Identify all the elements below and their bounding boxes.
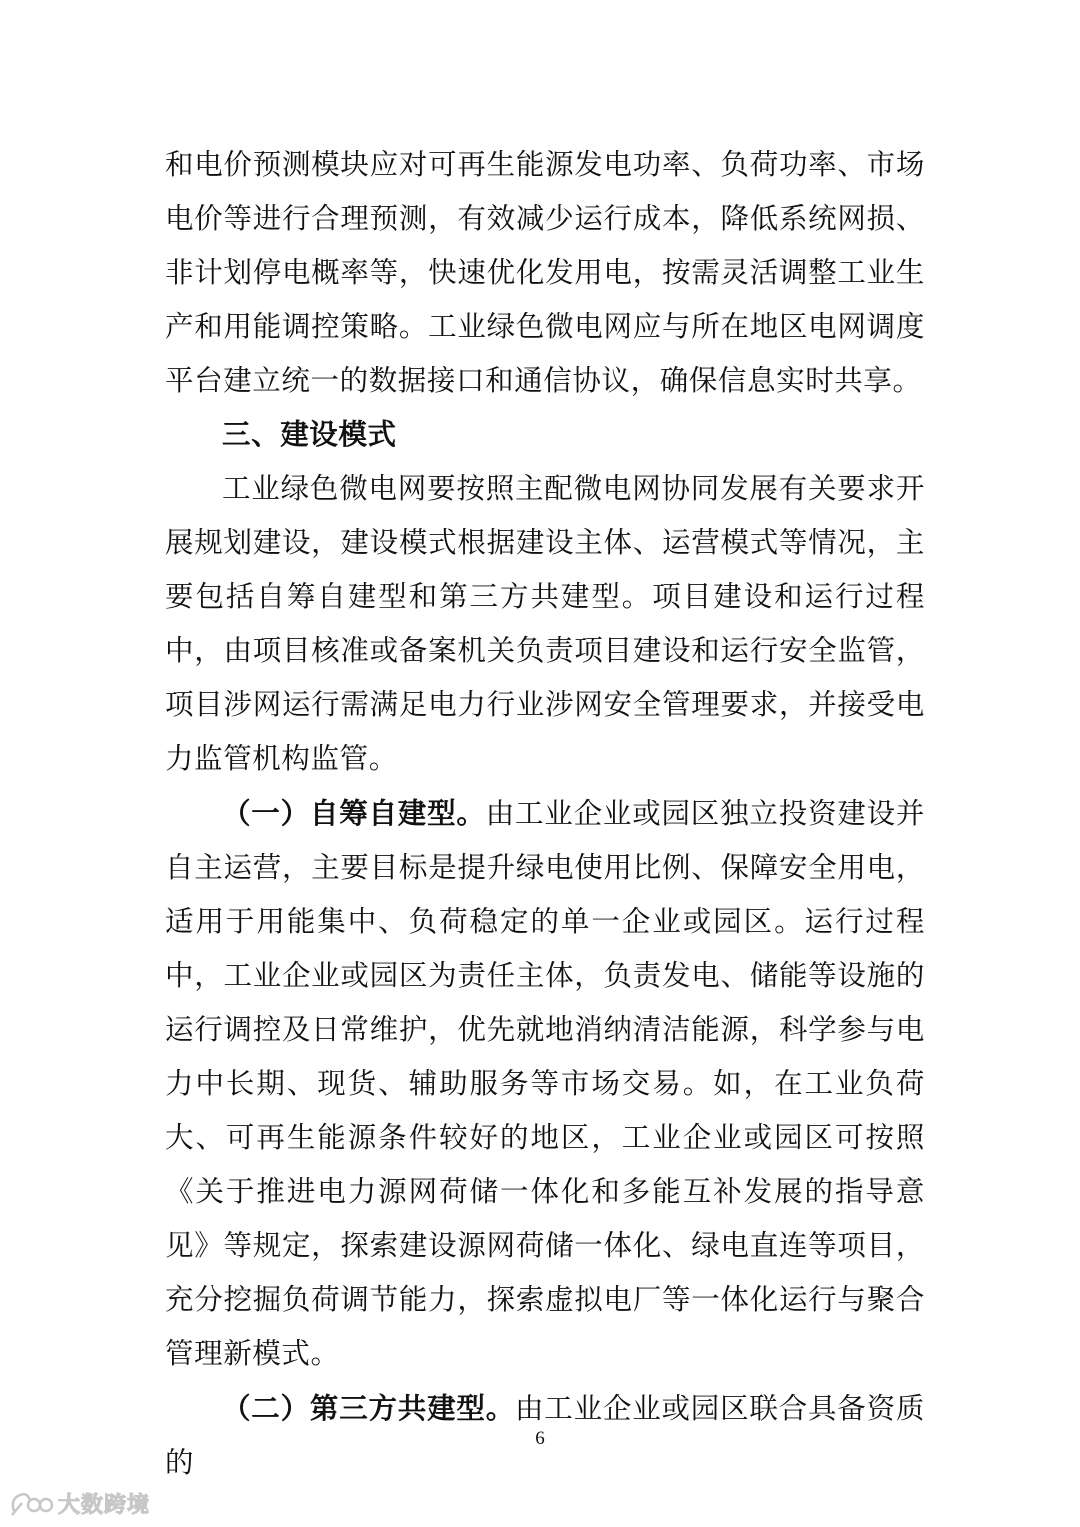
subsection-heading: （二）第三方共建型。 [222, 1391, 515, 1425]
paragraph-continued [165, 138, 925, 408]
subsection-text: 由工业企业或园区独立投资建设并自主运营，主要目标是提升绿电使用比例、保障安全用电，适用于用能集中、负荷稳定的单一企业或园区。运行过程中，工业企业或园区为责任主体，负责发电、储能等设施的运行调控及日常维护，优先就地消纳清洁能源，科学参与电力中长期、现货、辅助服务等市场交易。如，在工业负荷大、可再生能源条件较好的地区，工业企业或园区可按照《关于推进电力源网荷储一体化和多能互补发展的指导意见》等规定，探索建设源网荷储一体化、绿电直连等项目，充分挖掘负荷调节能力，探索虚拟电厂等一体化运行与聚合管理新模式。 [165, 797, 925, 1370]
watermark-text: 大数跨境 [58, 1493, 151, 1518]
dashu-logo-icon [8, 1489, 54, 1519]
paragraph-text: 和电价预测模块应对可再生能源发电功率、负荷功率、市场电价等进行合理预测，有效减少运行成本，降低系统网损、非计划停电概率等，快速优化发用电，按需灵活调整工业生产和用能调控策略。工业绿色微电网应与所在地区电网调度平台建立统一的数据接口和通信协议，确保信息实时共享。 [165, 148, 925, 397]
page-number: 6 [535, 1428, 545, 1449]
section-paragraph: 工业绿色微电网要按照主配微电网协同发展有关要求开展规划建设，建设模式根据建设主体、运营模式等情况，主要包括自筹自建型和第三方共建型。项目建设和运行过程中，由项目核准或备案机关负责项目建设和运行安全监管，项目涉网运行需满足电力行业涉网安全管理要求，并接受电力监管机构监管。 [165, 472, 925, 775]
document-body [165, 138, 925, 1490]
subsection-heading: （一）自筹自建型。 [222, 796, 486, 830]
watermark [8, 1488, 150, 1519]
section-heading: 三、建设模式 [222, 418, 397, 451]
subsection-text: 由工业企业或园区联合具备资质的 [165, 1392, 925, 1479]
subsection-self-built [165, 786, 925, 1381]
